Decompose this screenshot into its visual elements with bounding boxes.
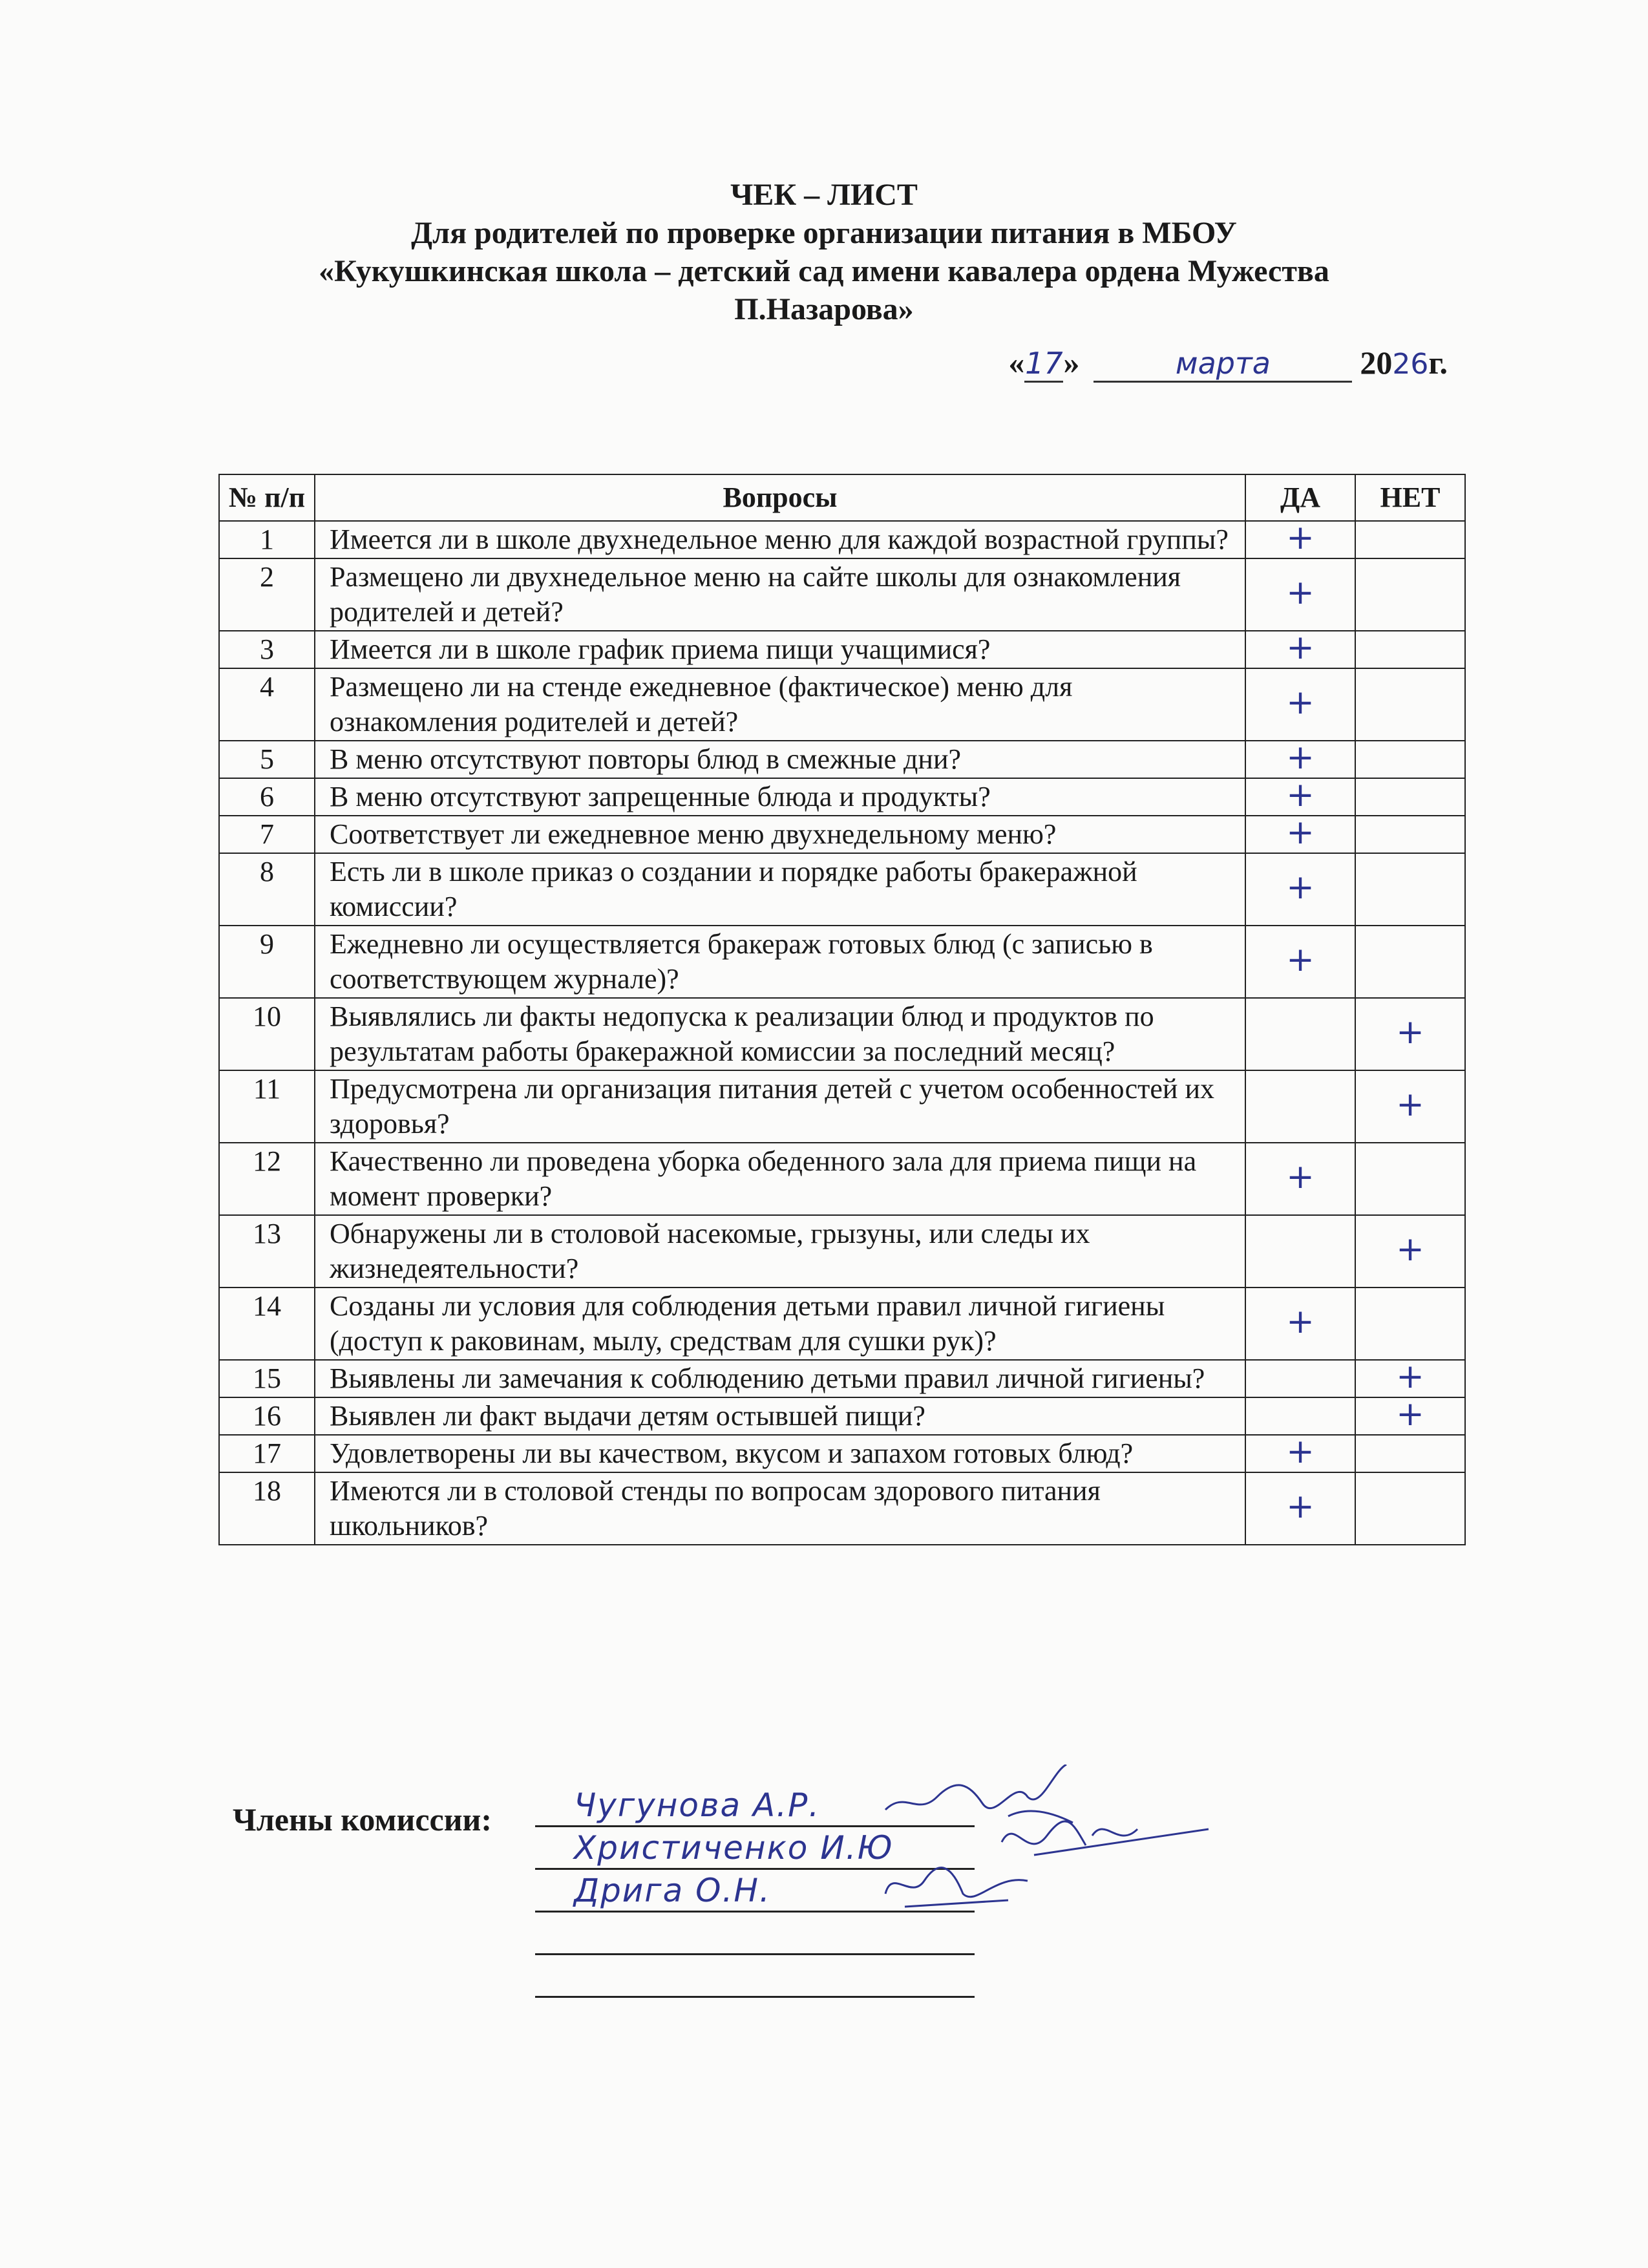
question-text: Имеются ли в столовой стенды по вопросам здорового питания школьников? (315, 1472, 1245, 1545)
row-number: 5 (219, 741, 315, 778)
answer-no-cell[interactable] (1355, 1288, 1465, 1360)
answer-yes-cell[interactable] (1245, 1070, 1355, 1143)
answer-no-cell[interactable] (1355, 1070, 1465, 1143)
answer-no-cell[interactable] (1355, 853, 1465, 926)
answer-no-cell[interactable] (1355, 1472, 1465, 1545)
table-row (219, 1070, 1465, 1143)
answer-yes-mark: + (1286, 1487, 1315, 1526)
answer-no-mark: + (1396, 1013, 1424, 1052)
answer-yes-cell[interactable] (1245, 926, 1355, 998)
question-text: Обнаружены ли в столовой насекомые, грызуны, или следы их жизнедеятельности? (315, 1215, 1245, 1288)
answer-yes-mark: + (1286, 683, 1315, 722)
row-number: 17 (219, 1435, 315, 1472)
answer-yes-mark: + (1286, 518, 1315, 557)
checklist-table (218, 474, 1466, 1545)
table-row (219, 741, 1465, 778)
row-number: 7 (219, 816, 315, 853)
date-open-quote: « (1008, 344, 1025, 381)
question-text: Удовлетворены ли вы качеством, вкусом и запахом готовых блюд? (315, 1435, 1245, 1472)
row-number: 9 (219, 926, 315, 998)
row-number: 12 (219, 1143, 315, 1215)
answer-yes-cell[interactable] (1245, 1360, 1355, 1397)
date-month-field[interactable]: марта (1093, 346, 1352, 383)
row-number: 2 (219, 558, 315, 631)
table-row (219, 853, 1465, 926)
answer-yes-cell[interactable] (1245, 1397, 1355, 1435)
question-text: Соответствует ли ежедневное меню двухнедельному меню? (315, 816, 1245, 853)
document-subtitle-line-1: Для родителей по проверке организации питания в МБОУ (411, 216, 1237, 250)
answer-no-cell[interactable] (1355, 816, 1465, 853)
answer-no-cell[interactable] (1355, 741, 1465, 778)
question-text: В меню отсутствуют повторы блюд в смежные дни? (315, 741, 1245, 778)
answer-no-cell[interactable] (1355, 1143, 1465, 1215)
question-text: Качественно ли проведена уборка обеденного зала для приема пищи на момент проверки? (315, 1143, 1245, 1215)
document-subtitle-line-3: П.Назарова» (734, 292, 914, 326)
commission-member-name: Дрига О.Н. (574, 1872, 771, 1909)
answer-yes-mark: + (1286, 1158, 1315, 1196)
answer-no-cell[interactable] (1355, 1215, 1465, 1288)
answer-no-cell[interactable] (1355, 558, 1465, 631)
date-close-quote: » (1063, 344, 1080, 381)
answer-no-cell[interactable] (1355, 1397, 1465, 1435)
question-text: Имеется ли в школе график приема пищи учащимися? (315, 631, 1245, 668)
question-text: Размещено ли на стенде ежедневное (фактическое) меню для ознакомления родителей и детей? (315, 668, 1245, 741)
question-text: Имеется ли в школе двухнедельное меню для каждой возрастной группы? (315, 521, 1245, 558)
table-row (219, 558, 1465, 631)
answer-yes-cell[interactable] (1245, 518, 1355, 558)
answer-yes-cell[interactable] (1245, 1143, 1355, 1215)
answer-no-cell[interactable] (1355, 1435, 1465, 1472)
table-row (219, 816, 1465, 853)
answer-yes-mark: + (1286, 940, 1315, 979)
answer-no-cell[interactable] (1355, 926, 1465, 998)
answer-no-cell[interactable] (1355, 998, 1465, 1070)
answer-no-cell[interactable] (1355, 668, 1465, 741)
question-text: Выявлен ли факт выдачи детям остывшей пищи? (315, 1397, 1245, 1435)
answer-yes-mark: + (1286, 573, 1315, 612)
answer-yes-mark: + (1286, 868, 1315, 907)
column-header-yes: ДА (1245, 474, 1355, 521)
table-header-row (219, 474, 1465, 521)
answer-yes-mark: + (1286, 1432, 1315, 1471)
question-text: В меню отсутствуют запрещенные блюда и продукты? (315, 778, 1245, 816)
question-text: Выявлялись ли факты недопуска к реализации блюд и продуктов по результатам работы бракеражной комиссии за последний месяц? (315, 998, 1245, 1070)
row-number: 4 (219, 668, 315, 741)
answer-no-mark: + (1396, 1395, 1424, 1434)
question-text: Ежедневно ли осуществляется бракераж готовых блюд (с записью в соответствующем журнале)? (315, 926, 1245, 998)
question-text: Размещено ли двухнедельное меню на сайте школы для ознакомления родителей и детей? (315, 558, 1245, 631)
column-header-num: № п/п (219, 474, 315, 521)
document-subtitle-line-2: «Кукушкинская школа – детский сад имени кавалера ордена Мужества (319, 254, 1329, 288)
answer-yes-cell[interactable] (1245, 668, 1355, 741)
date-year-suffix: г. (1428, 344, 1448, 381)
commission-member-name: Чугунова А.Р. (574, 1786, 821, 1824)
answer-yes-mark: + (1286, 628, 1315, 667)
signature-line[interactable] (535, 1912, 975, 1955)
answer-yes-cell[interactable] (1245, 738, 1355, 778)
date-year-written[interactable]: 26 (1392, 348, 1429, 381)
answer-yes-cell[interactable] (1245, 853, 1355, 926)
signature-scribble (879, 1855, 1034, 1913)
answer-yes-cell[interactable] (1245, 1432, 1355, 1472)
row-number: 14 (219, 1288, 315, 1360)
answer-yes-cell[interactable] (1245, 1472, 1355, 1545)
row-number: 13 (219, 1215, 315, 1288)
table-row (219, 778, 1465, 816)
row-number: 1 (219, 521, 315, 558)
date-year-prefix: 20 (1360, 344, 1393, 381)
signature-line[interactable] (535, 1955, 975, 1998)
column-header-no: НЕТ (1355, 474, 1465, 521)
table-row (219, 1143, 1465, 1215)
table-row (219, 926, 1465, 998)
column-header-question: Вопросы (315, 474, 1245, 521)
table-row (219, 1215, 1465, 1288)
answer-no-cell[interactable] (1355, 521, 1465, 558)
row-number: 10 (219, 998, 315, 1070)
date-day-field[interactable]: 17 (1024, 346, 1063, 383)
row-number: 16 (219, 1397, 315, 1435)
question-text: Выявлены ли замечания к соблюдению детьми правил личной гигиены? (315, 1360, 1245, 1397)
answer-no-cell[interactable] (1355, 631, 1465, 668)
answer-no-cell[interactable] (1355, 778, 1465, 816)
row-number: 6 (219, 778, 315, 816)
row-number: 15 (219, 1360, 315, 1397)
answer-yes-cell[interactable] (1245, 778, 1355, 816)
row-number: 11 (219, 1070, 315, 1143)
question-text: Созданы ли условия для соблюдения детьми правил личной гигиены (доступ к раковинам, мылу, средствам для сушки рук)? (315, 1288, 1245, 1360)
row-number: 8 (219, 853, 315, 926)
date-line (1008, 344, 1448, 383)
answer-no-mark: + (1396, 1085, 1424, 1124)
answer-yes-cell[interactable] (1245, 1215, 1355, 1288)
answer-yes-mark: + (1286, 813, 1315, 852)
answer-no-mark: + (1396, 1357, 1424, 1396)
question-text: Предусмотрена ли организация питания детей с учетом особенностей их здоровья? (315, 1070, 1245, 1143)
answer-no-cell[interactable] (1355, 1357, 1465, 1397)
table-row (219, 1435, 1465, 1472)
document-header (194, 176, 1454, 328)
answer-yes-cell[interactable] (1245, 628, 1355, 668)
commission-label: Члены комиссии: (233, 1801, 492, 1838)
answer-yes-cell[interactable] (1245, 998, 1355, 1070)
row-number: 18 (219, 1472, 315, 1545)
table-row (219, 668, 1465, 741)
table-row (219, 1397, 1465, 1435)
commission-member-name: Христиченко И.Ю (574, 1829, 894, 1867)
question-text: Есть ли в школе приказ о создании и порядке работы бракеражной комиссии? (315, 853, 1245, 926)
row-number: 3 (219, 631, 315, 668)
document-title: ЧЕК – ЛИСТ (730, 178, 918, 212)
table-row (219, 1472, 1465, 1545)
answer-yes-mark: + (1286, 738, 1315, 777)
table-row (219, 1360, 1465, 1397)
table-row (219, 631, 1465, 668)
answer-yes-mark: + (1286, 776, 1315, 814)
answer-yes-cell[interactable] (1245, 813, 1355, 853)
answer-no-mark: + (1396, 1230, 1424, 1269)
table-row (219, 521, 1465, 558)
answer-yes-mark: + (1286, 1302, 1315, 1341)
table-row (219, 1288, 1465, 1360)
answer-yes-cell[interactable] (1245, 558, 1355, 631)
answer-yes-cell[interactable] (1245, 1288, 1355, 1360)
table-row (219, 998, 1465, 1070)
